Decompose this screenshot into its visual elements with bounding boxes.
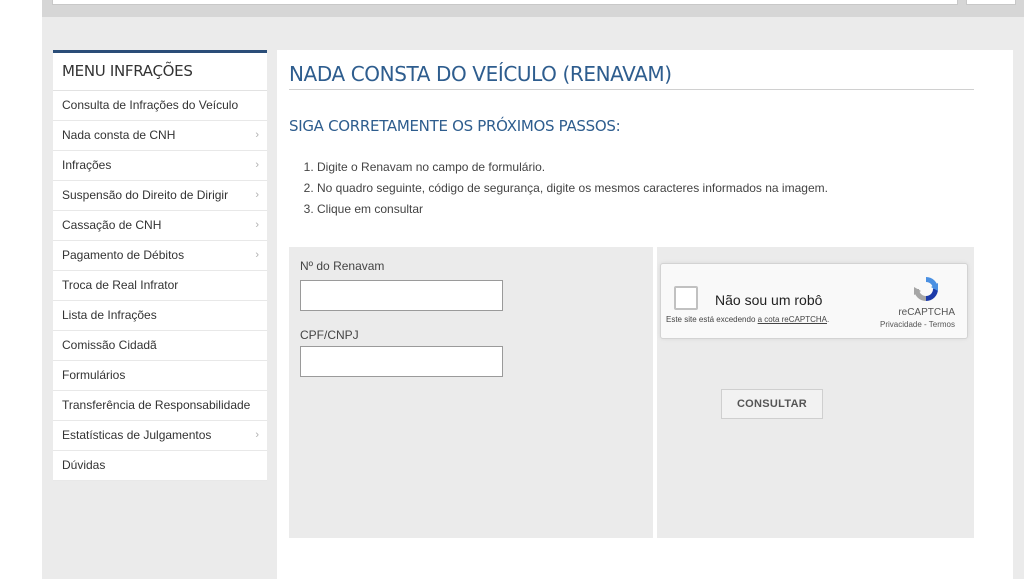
recaptcha-warning-text: Este site está excedendo bbox=[666, 315, 758, 324]
sidebar-menu-item-label: Troca de Real Infrator bbox=[62, 278, 179, 292]
sidebar-menu-item-label: Cassação de CNH bbox=[62, 218, 162, 232]
sidebar-menu-item-label: Comissão Cidadã bbox=[62, 338, 157, 352]
top-search-input[interactable] bbox=[52, 0, 958, 5]
cpf-cnpj-input[interactable] bbox=[300, 346, 503, 377]
sidebar-menu bbox=[53, 50, 267, 481]
sidebar-menu-item-label: Transferência de Responsabilidade bbox=[62, 398, 251, 412]
chevron-right-icon: › bbox=[255, 129, 259, 141]
consultar-button[interactable]: CONSULTAR bbox=[721, 389, 823, 419]
sidebar-menu-item-label: Lista de Infrações bbox=[62, 308, 157, 322]
recaptcha-privacy-terms-link[interactable]: Privacidade - Termos bbox=[880, 320, 955, 329]
sidebar-menu-item-label: Pagamento de Débitos bbox=[62, 248, 185, 262]
top-search-button[interactable] bbox=[966, 0, 1016, 5]
steps-list bbox=[299, 157, 828, 220]
sidebar-menu-item-label: Estatísticas de Julgamentos bbox=[62, 428, 212, 442]
sidebar-title: MENU INFRAÇÕES bbox=[53, 53, 267, 91]
sidebar-menu-item-label: Dúvidas bbox=[62, 458, 106, 472]
renavam-label: Nº do Renavam bbox=[300, 259, 385, 273]
recaptcha-brand: reCAPTCHA bbox=[898, 307, 955, 318]
sidebar-menu-item[interactable] bbox=[53, 121, 267, 151]
recaptcha-warning-suffix: . bbox=[826, 315, 830, 324]
chevron-right-icon: › bbox=[255, 429, 259, 441]
steps-heading: SIGA CORRETAMENTE OS PRÓXIMOS PASSOS: bbox=[289, 117, 621, 135]
form-panel bbox=[289, 247, 653, 538]
sidebar-menu-item[interactable] bbox=[53, 211, 267, 241]
sidebar-menu-item[interactable] bbox=[53, 301, 267, 331]
sidebar-menu-list bbox=[53, 91, 267, 481]
sidebar-menu-item-label: Consulta de Infrações do Veículo bbox=[62, 98, 239, 112]
sidebar-menu-item[interactable] bbox=[53, 151, 267, 181]
cpf-cnpj-label: CPF/CNPJ bbox=[300, 328, 359, 342]
recaptcha-label: Não sou um robô bbox=[715, 292, 823, 308]
step-item: 2. No quadro seguinte, código de segurança, digite os mesmos caracteres informados na imagem. bbox=[317, 178, 828, 199]
recaptcha-widget bbox=[660, 263, 968, 339]
sidebar-menu-item[interactable] bbox=[53, 181, 267, 211]
renavam-input[interactable] bbox=[300, 280, 503, 311]
sidebar-menu-item-label: Suspensão do Direito de Dirigir bbox=[62, 188, 229, 202]
chevron-right-icon: › bbox=[255, 189, 259, 201]
recaptcha-quota-warning bbox=[666, 315, 836, 325]
recaptcha-quota-link[interactable]: a cota reCAPTCHA bbox=[757, 315, 827, 324]
sidebar-menu-item[interactable] bbox=[53, 271, 267, 301]
chevron-right-icon: › bbox=[255, 249, 259, 261]
sidebar-menu-item[interactable] bbox=[53, 91, 267, 121]
sidebar-menu-item[interactable] bbox=[53, 361, 267, 391]
main-content bbox=[277, 50, 1013, 579]
sidebar-menu-item[interactable] bbox=[53, 421, 267, 451]
sidebar-menu-item-label: Infrações bbox=[62, 158, 112, 172]
chevron-right-icon: › bbox=[255, 219, 259, 231]
captcha-panel bbox=[657, 247, 974, 538]
sidebar-menu-item[interactable] bbox=[53, 451, 267, 481]
step-item: 1. Digite o Renavam no campo de formulário. bbox=[317, 157, 828, 178]
sidebar-menu-item-label: Formulários bbox=[62, 368, 126, 382]
sidebar-menu-item-label: Nada consta de CNH bbox=[62, 128, 176, 142]
chevron-right-icon: › bbox=[255, 159, 259, 171]
recaptcha-logo-icon bbox=[911, 274, 941, 304]
sidebar-menu-item[interactable] bbox=[53, 391, 267, 421]
recaptcha-checkbox[interactable] bbox=[674, 286, 698, 310]
page-title: NADA CONSTA DO VEÍCULO (RENAVAM) bbox=[289, 62, 672, 86]
sidebar-menu-item[interactable] bbox=[53, 331, 267, 361]
title-divider bbox=[289, 89, 974, 90]
step-item: 3. Clique em consultar bbox=[317, 199, 828, 220]
sidebar-menu-item[interactable] bbox=[53, 241, 267, 271]
